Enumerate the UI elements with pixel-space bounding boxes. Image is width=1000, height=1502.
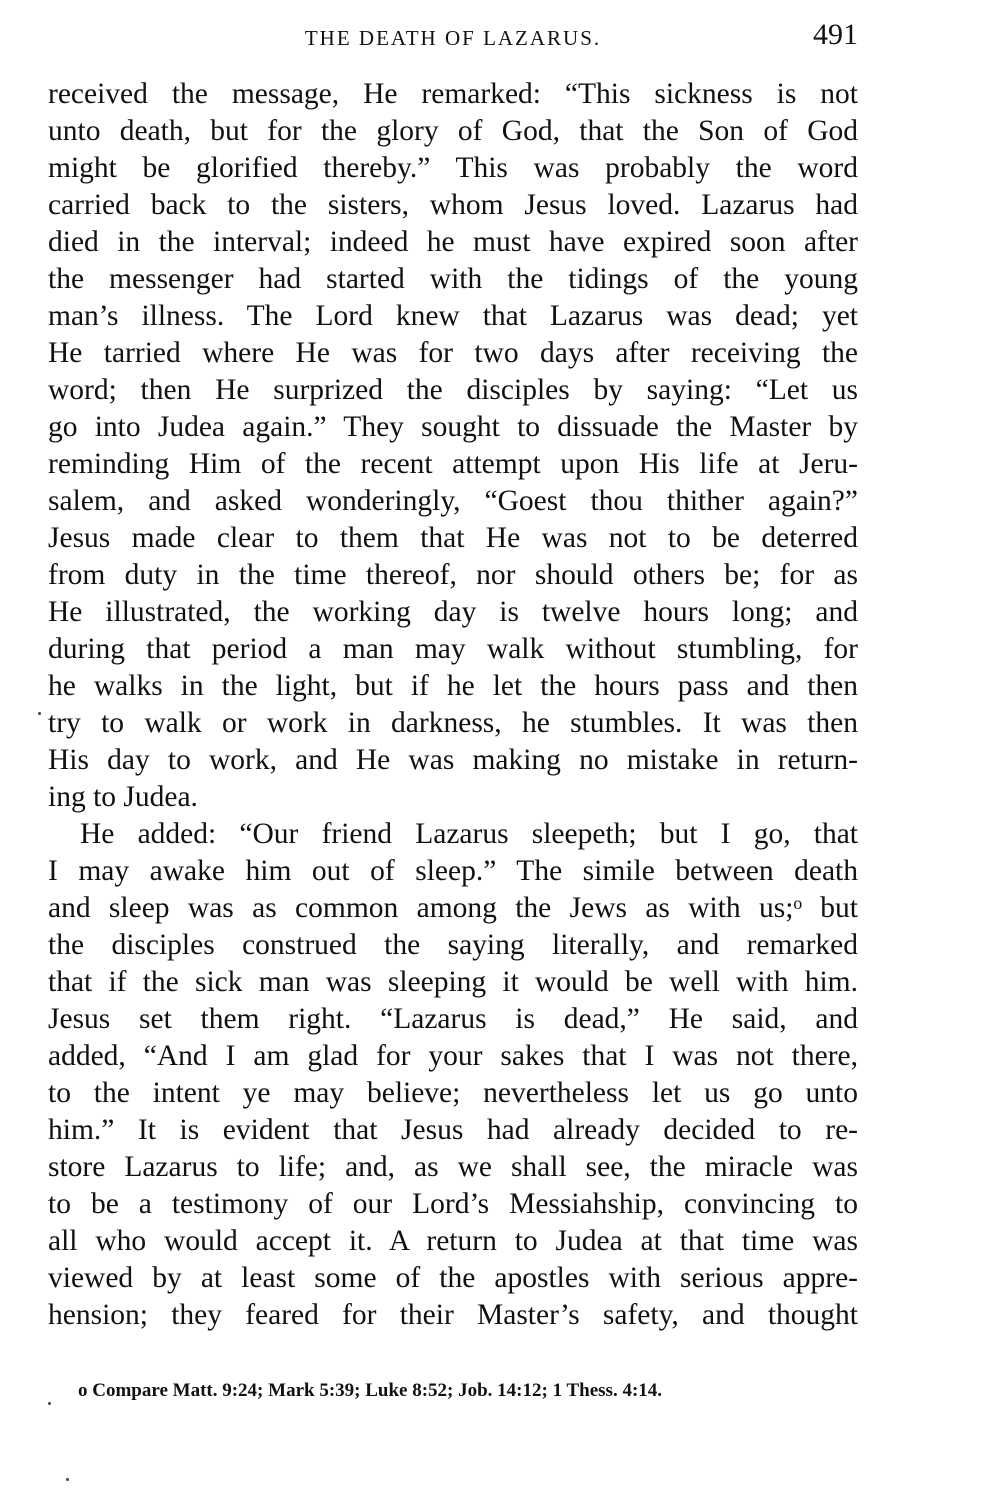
text-line: go into Judea again.” They sought to dissuade the Master by bbox=[48, 411, 858, 443]
text-line: ing to Judea. bbox=[48, 781, 198, 813]
text-line: the messenger had started with the tidings of the young bbox=[48, 263, 858, 295]
body-text bbox=[48, 76, 858, 1334]
text-line: to be a testimony of our Lord’s Messiahship, convincing to bbox=[48, 1188, 858, 1220]
text-line: I may awake him out of sleep.” The simile between death bbox=[48, 855, 858, 887]
text-line: man’s illness. The Lord knew that Lazarus was dead; yet bbox=[48, 300, 858, 332]
text-line: He illustrated, the working day is twelve hours long; and bbox=[48, 596, 858, 628]
text-line: the disciples construed the saying literally, and remarked bbox=[48, 929, 858, 961]
footnote bbox=[78, 1380, 858, 1402]
text-line: try to walk or work in darkness, he stumbles. It was then bbox=[48, 707, 858, 739]
footnote-text: Compare Matt. 9:24; Mark 5:39; Luke 8:52; Job. 14:12; 1 Thess. 4:14. bbox=[92, 1380, 663, 1401]
text-line: unto death, but for the glory of God, that the Son of God bbox=[48, 115, 858, 147]
paragraph-1 bbox=[48, 76, 858, 816]
text-line: store Lazarus to life; and, as we shall see, the miracle was bbox=[48, 1151, 858, 1183]
text-line: might be glorified thereby.” This was probably the word bbox=[48, 152, 858, 184]
text-line: carried back to the sisters, whom Jesus loved. Lazarus had bbox=[48, 189, 858, 221]
text-line: died in the interval; indeed he must have expired soon after bbox=[48, 226, 858, 258]
text-line: viewed by at least some of the apostles with serious appre- bbox=[48, 1262, 858, 1294]
running-title: THE DEATH OF LAZARUS. bbox=[304, 26, 602, 50]
text-line: He added: “Our friend Lazarus sleepeth; but I go, that bbox=[80, 818, 858, 850]
text-line: from duty in the time thereof, nor should others be; for as bbox=[48, 559, 858, 591]
print-speck bbox=[38, 712, 41, 715]
page-number: 491 bbox=[813, 18, 858, 51]
text-line: He tarried where He was for two days after receiving the bbox=[48, 337, 858, 369]
text-line: Jesus made clear to them that He was not to be deterred bbox=[48, 522, 858, 554]
text-line: during that period a man may walk without stumbling, for bbox=[48, 633, 858, 665]
text-line: to the intent ye may believe; nevertheless let us go unto bbox=[48, 1077, 858, 1109]
print-speck bbox=[66, 1478, 69, 1481]
text-line: all who would accept it. A return to Judea at that time was bbox=[48, 1225, 858, 1257]
text-line: that if the sick man was sleeping it would be well with him. bbox=[48, 966, 858, 998]
print-speck bbox=[48, 1402, 51, 1405]
text-line: added, “And I am glad for your sakes that I was not there, bbox=[48, 1040, 858, 1072]
running-head bbox=[48, 18, 858, 52]
text-line: hension; they feared for their Master’s safety, and thought bbox=[48, 1299, 858, 1331]
text-line: reminding Him of the recent attempt upon His life at Jeru- bbox=[48, 448, 858, 480]
text-line: word; then He surprized the disciples by saying: “Let us bbox=[48, 374, 858, 406]
text-line: and sleep was as common among the Jews as with us;ᵒ but bbox=[48, 892, 858, 924]
text-line: Jesus set them right. “Lazarus is dead,” He said, and bbox=[48, 1003, 858, 1035]
paragraph-2 bbox=[48, 816, 858, 1334]
text-line: salem, and asked wonderingly, “Goest thou thither again?” bbox=[48, 485, 858, 517]
text-line: he walks in the light, but if he let the hours pass and then bbox=[48, 670, 858, 702]
text-line: him.” It is evident that Jesus had already decided to re- bbox=[48, 1114, 858, 1146]
footnote-marker: o bbox=[78, 1380, 88, 1401]
text-line: His day to work, and He was making no mistake in return- bbox=[48, 744, 858, 776]
text-line: received the message, He remarked: “This sickness is not bbox=[48, 78, 858, 110]
